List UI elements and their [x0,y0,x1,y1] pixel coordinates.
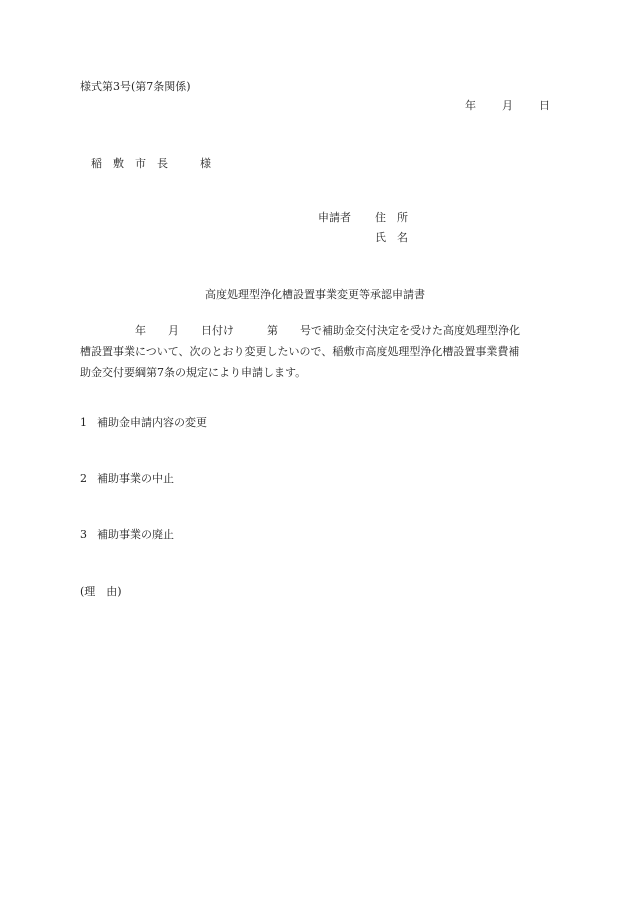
applicant-address-row [318,211,408,225]
item-number: 3 [80,528,87,541]
item-label: 補助事業の中止 [97,472,174,485]
item-number: 1 [80,416,87,429]
date-day-label: 日 [539,99,550,112]
applicant-name-label: 氏 名 [375,231,408,244]
addressee-name: 稲 敷 市 長 [91,157,168,170]
applicant-role: 申請者 [318,211,351,224]
applicant-address-label: 住 所 [375,211,408,224]
list-item [80,472,174,486]
list-item [80,528,174,542]
item-number: 2 [80,472,87,485]
item-label: 補助金申請内容の変更 [97,416,207,429]
document-title: 高度処理型浄化槽設置事業変更等承認申請書 [205,288,425,301]
addressee [91,157,211,171]
date-year-label: 年 [465,99,476,112]
date-line [465,99,550,113]
item-label: 補助事業の廃止 [97,528,174,541]
body-line-2: 槽設置事業について、次のとおり変更したいので、稲敷市高度処理型浄化槽設置事業費補 [80,345,520,358]
body-paragraph [80,320,555,383]
form-number: 様式第3号(第7条関係) [80,80,191,93]
reason-label: (理 由) [80,585,122,598]
body-line-3: 助金交付要綱第7条の規定により申請します。 [80,366,307,379]
applicant-name-row [375,231,408,245]
date-month-label: 月 [502,99,513,112]
addressee-suffix: 様 [200,157,211,170]
body-line-1: 年 月 日付け 第 号で補助金交付決定を受けた高度処理型浄化 [80,324,520,337]
list-item [80,416,207,430]
